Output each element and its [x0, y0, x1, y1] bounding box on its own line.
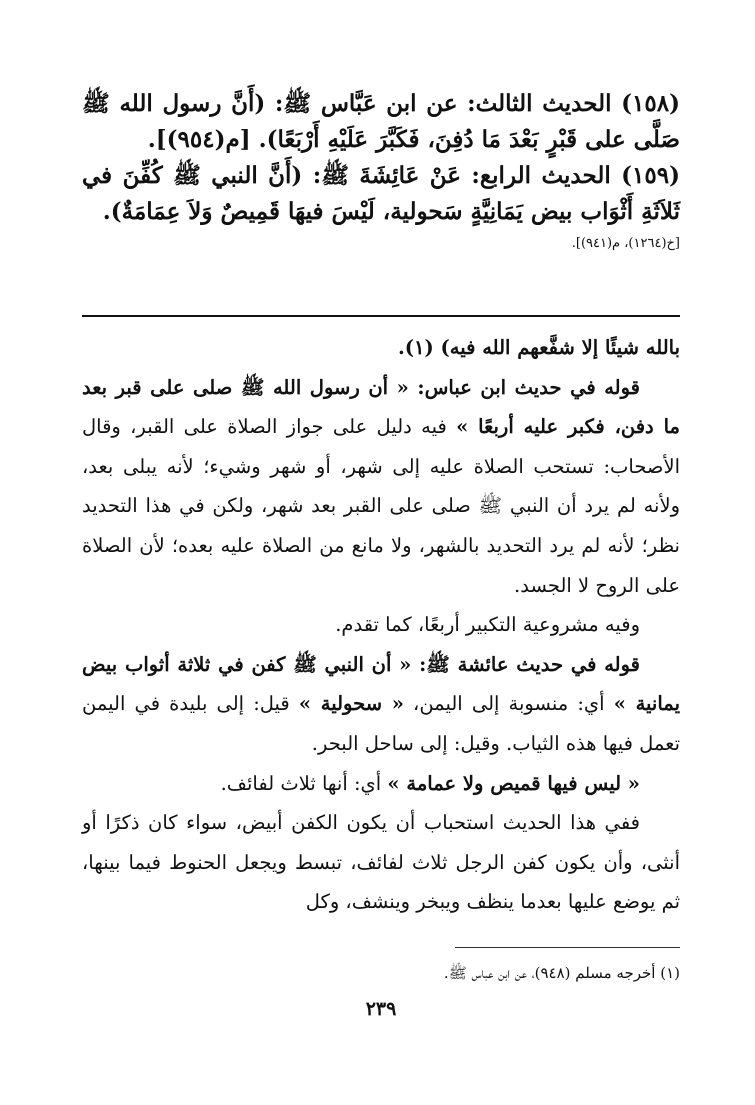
- quoted-term-sahuliyya: « سحولية »: [298, 692, 404, 716]
- commentary-kafan-rulings: ففي هذا الحديث استحباب أن يكون الكفن أبيض، سواء كان ذكرًا أو أنثى، وأن يكون كفن الرجل ثلاث لفائف، تبسط ويجعل الحنوط فيما بينها، ثم يوضع عليها بعدما ينظف ويبخر وينشف، وكل: [82, 811, 680, 914]
- explanation-text: قيل: إلى بليدة في اليمن تعمل فيها هذه الثياب. وقيل: إلى ساحل البحر.: [82, 692, 680, 755]
- commentary-section: [82, 328, 680, 922]
- quoted-hadith-ibn-abbas: قوله في حديث ابن عباس: « أن رسول الله ﷺ صلى على قبر بعد ما دفن، فكبر عليه أربعًا »: [82, 375, 680, 439]
- hadith-159: (١٥٩) الحديث الرابع: عَنْ عَائِشَةَ ﷺ: (أَنَّ النبي ﷺ كُفِّنَ في ثَلاَثَةِ أَثْوَاب بيض يَمَانِيَّةٍ سَحولية، لَيْسَ فيهَا قَمِيصٌ وَلاَ عِمَامَةٌ).: [82, 162, 680, 225]
- footnote-divider: [455, 947, 680, 948]
- commentary-paragraph-ibn-abbas: [82, 368, 680, 606]
- commentary-continuation: بالله شيئًا إلا شفَّعهم الله فيه) (١).: [398, 336, 680, 359]
- explanation-text: فيه دليل على جواز الصلاة على القبر، وقال الأصحاب: تستحب الصلاة عليه إلى شهر، أو شهر وشيء؛ لأنه يبلى بعد، ولأنه لم يرد أن النبي ﷺ صلى على القبر بعد شهر، ولكن في هذا التحديد نظر؛ لأنه لم يرد التحديد بالشهر، ولا مانع من الصلاة عليه بعده؛ لأن الصلاة على الروح لا الجسد.: [82, 415, 680, 597]
- section-divider: [82, 315, 680, 317]
- explanation-text: أي: منسوبة إلى اليمن،: [403, 692, 614, 716]
- commentary-lafaif: [82, 764, 680, 804]
- page-number: ٢٣٩: [365, 998, 397, 1020]
- hadith-159-reference: [خ(١٢٦٤)، م(٩٤١)].: [571, 236, 680, 251]
- footnote: (١) أخرجه مسلم (٩٤٨)، عن ابن عباس ﷺ.: [443, 964, 680, 982]
- quoted-phrase: « ليس فيها قميص ولا عمامة »: [387, 771, 640, 795]
- hadith-158: (١٥٨) الحديث الثالث: عن ابن عَبَّاس ﷺ: (أَنَّ رسول الله ﷺ صَلَّى على قَبْرٍ بَعْدَ مَا دُفِنَ، فَكَبَّرَ عَلَيْهِ أَرْبَعًا). [م(٩٥٤)].: [82, 90, 680, 153]
- quoted-hadith-aisha: قوله في حديث عائشة ﷺ: « أن النبي ﷺ كفن في ثلاثة أثواب بيض يمانية »: [82, 652, 680, 716]
- explanation-text: أي: أنها ثلاث لفائف.: [220, 771, 388, 795]
- commentary-paragraph-aisha: [82, 645, 680, 764]
- hadith-section: [82, 86, 680, 258]
- commentary-takbir: وفيه مشروعية التكبير أربعًا، كما تقدم.: [335, 613, 640, 637]
